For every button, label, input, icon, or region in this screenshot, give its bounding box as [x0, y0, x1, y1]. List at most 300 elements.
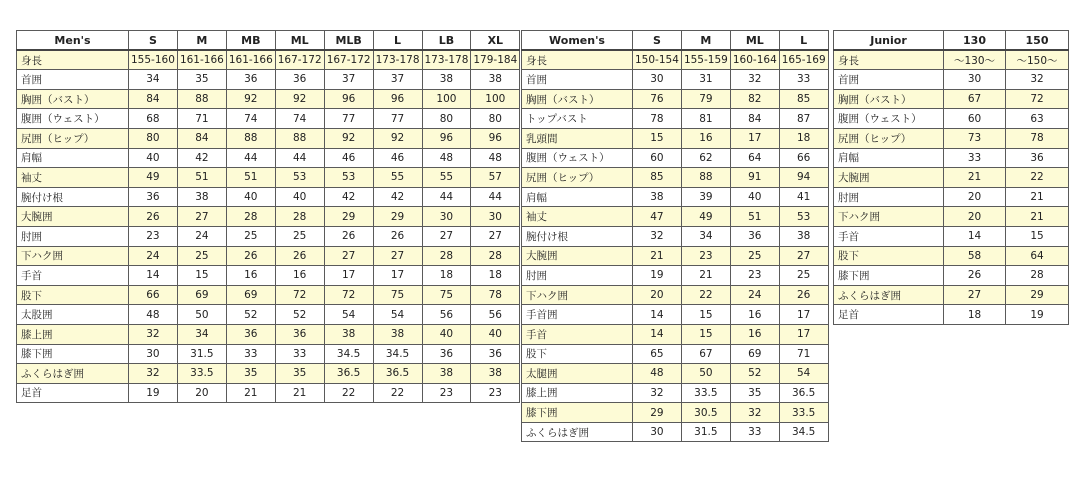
table-row [17, 344, 520, 364]
measurement-value: 75 [373, 285, 422, 305]
table-row [17, 324, 520, 344]
table-row [522, 187, 829, 207]
table-row [17, 187, 520, 207]
table-row [522, 168, 829, 188]
measurement-value: 32 [129, 324, 178, 344]
measurement-value: 85 [779, 89, 828, 109]
measurement-value: 17 [730, 128, 779, 148]
table-row [834, 226, 1069, 246]
measurement-value: 32 [730, 70, 779, 90]
measurement-label: 首囲 [834, 70, 944, 90]
measurement-label: 身長 [17, 50, 129, 70]
measurement-value: 27 [779, 246, 828, 266]
measurement-value: 34 [129, 70, 178, 90]
measurement-label: 膝下囲 [834, 266, 944, 286]
table-row [834, 168, 1069, 188]
measurement-value: 25 [275, 226, 324, 246]
measurement-value: 38 [422, 70, 471, 90]
measurement-value: 66 [779, 148, 828, 168]
measurement-value: 69 [730, 344, 779, 364]
table-row [17, 148, 520, 168]
measurement-value: 77 [373, 109, 422, 129]
size-column-header: S [633, 31, 682, 51]
table-row [17, 207, 520, 227]
table-row [834, 285, 1069, 305]
measurement-value: 41 [779, 187, 828, 207]
table-row [17, 128, 520, 148]
measurement-value: 〜130〜 [944, 50, 1006, 70]
measurement-value: 35 [730, 383, 779, 403]
measurement-value: 155-160 [129, 50, 178, 70]
measurement-value: 88 [681, 168, 730, 188]
measurement-label: 身長 [522, 50, 633, 70]
measurement-value: 77 [324, 109, 373, 129]
measurement-value: 54 [324, 305, 373, 325]
size-column-header: L [779, 31, 828, 51]
table-row [522, 70, 829, 90]
measurement-value: 30.5 [681, 403, 730, 423]
measurement-value: 22 [373, 383, 422, 403]
measurement-value: 15 [681, 324, 730, 344]
table-row [17, 305, 520, 325]
measurement-label: 肘囲 [522, 266, 633, 286]
measurement-value: 26 [275, 246, 324, 266]
measurement-value: 17 [324, 266, 373, 286]
measurement-value: 52 [730, 364, 779, 384]
measurement-label: 乳頭間 [522, 128, 633, 148]
measurement-value: 〜150〜 [1006, 50, 1069, 70]
size-column-header: MLB [324, 31, 373, 51]
measurement-value: 160-164 [730, 50, 779, 70]
measurement-value: 36 [275, 70, 324, 90]
measurement-value: 36.5 [373, 364, 422, 384]
measurement-value: 28 [226, 207, 275, 227]
measurement-label: 尻囲（ヒップ） [522, 168, 633, 188]
measurement-value: 27 [944, 285, 1006, 305]
measurement-value: 84 [177, 128, 226, 148]
measurement-value: 39 [681, 187, 730, 207]
measurement-value: 79 [681, 89, 730, 109]
measurement-value: 32 [730, 403, 779, 423]
measurement-value: 68 [129, 109, 178, 129]
measurement-value: 32 [633, 226, 682, 246]
header-row [834, 31, 1069, 51]
measurement-label: 腹囲（ウェスト） [522, 148, 633, 168]
measurement-value: 40 [730, 187, 779, 207]
measurement-value: 28 [422, 246, 471, 266]
size-column-header: L [373, 31, 422, 51]
measurement-label: 大腕囲 [17, 207, 129, 227]
measurement-label: 尻囲（ヒップ） [17, 128, 129, 148]
measurement-value: 46 [324, 148, 373, 168]
measurement-value: 33.5 [779, 403, 828, 423]
measurement-value: 33 [275, 344, 324, 364]
measurement-value: 40 [275, 187, 324, 207]
measurement-label: ふくらはぎ囲 [17, 364, 129, 384]
measurement-value: 38 [779, 226, 828, 246]
measurement-value: 91 [730, 168, 779, 188]
table-row [17, 168, 520, 188]
measurement-value: 36 [226, 70, 275, 90]
measurement-value: 36.5 [324, 364, 373, 384]
measurement-value: 80 [471, 109, 520, 129]
measurement-value: 78 [1006, 128, 1069, 148]
measurement-value: 17 [373, 266, 422, 286]
measurement-value: 38 [471, 70, 520, 90]
measurement-value: 55 [373, 168, 422, 188]
table-row [522, 89, 829, 109]
measurement-value: 57 [471, 168, 520, 188]
table-row [522, 422, 829, 442]
table-row [522, 50, 829, 70]
mens-size-table [16, 30, 520, 403]
measurement-value: 88 [275, 128, 324, 148]
table-row [522, 344, 829, 364]
measurement-value: 30 [422, 207, 471, 227]
measurement-value: 72 [1006, 89, 1069, 109]
table-row [17, 285, 520, 305]
measurement-value: 25 [226, 226, 275, 246]
measurement-value: 173-178 [373, 50, 422, 70]
size-column-header: MB [226, 31, 275, 51]
table-row [522, 403, 829, 423]
measurement-value: 50 [177, 305, 226, 325]
table-row [17, 246, 520, 266]
measurement-value: 64 [1006, 246, 1069, 266]
measurement-value: 40 [422, 324, 471, 344]
measurement-value: 74 [226, 109, 275, 129]
measurement-value: 15 [633, 128, 682, 148]
measurement-value: 179-184 [471, 50, 520, 70]
measurement-value: 38 [471, 364, 520, 384]
measurement-label: 肘囲 [17, 226, 129, 246]
table-title: Women's [522, 31, 633, 51]
table-title: Men's [17, 31, 129, 51]
measurement-label: 膝上囲 [522, 383, 633, 403]
measurement-value: 96 [324, 89, 373, 109]
measurement-label: 太腿囲 [522, 364, 633, 384]
measurement-value: 35 [275, 364, 324, 384]
measurement-value: 69 [226, 285, 275, 305]
table-row [834, 70, 1069, 90]
measurement-value: 75 [422, 285, 471, 305]
measurement-value: 27 [471, 226, 520, 246]
measurement-value: 32 [633, 383, 682, 403]
measurement-value: 92 [226, 89, 275, 109]
measurement-label: 身長 [834, 50, 944, 70]
measurement-label: 股下 [522, 344, 633, 364]
measurement-value: 96 [373, 89, 422, 109]
measurement-value: 67 [681, 344, 730, 364]
measurement-value: 72 [324, 285, 373, 305]
measurement-value: 62 [681, 148, 730, 168]
measurement-value: 92 [373, 128, 422, 148]
measurement-value: 167-172 [324, 50, 373, 70]
table-row [834, 207, 1069, 227]
measurement-value: 48 [422, 148, 471, 168]
measurement-label: 腹囲（ウェスト） [17, 109, 129, 129]
measurement-value: 72 [275, 285, 324, 305]
measurement-value: 27 [422, 226, 471, 246]
measurement-value: 56 [422, 305, 471, 325]
measurement-value: 36 [226, 324, 275, 344]
measurement-value: 21 [1006, 187, 1069, 207]
measurement-value: 27 [324, 246, 373, 266]
table-row [522, 383, 829, 403]
measurement-value: 88 [226, 128, 275, 148]
measurement-label: 太股囲 [17, 305, 129, 325]
measurement-value: 51 [226, 168, 275, 188]
measurement-value: 48 [471, 148, 520, 168]
table-row [834, 128, 1069, 148]
measurement-value: 16 [730, 324, 779, 344]
measurement-value: 34.5 [779, 422, 828, 442]
measurement-value: 51 [730, 207, 779, 227]
measurement-label: 膝下囲 [17, 344, 129, 364]
measurement-value: 30 [944, 70, 1006, 90]
table-row [522, 109, 829, 129]
table-row [17, 226, 520, 246]
measurement-value: 60 [944, 109, 1006, 129]
measurement-value: 19 [633, 266, 682, 286]
measurement-value: 27 [177, 207, 226, 227]
measurement-value: 92 [324, 128, 373, 148]
table-row [834, 89, 1069, 109]
measurement-label: 腹囲（ウェスト） [834, 109, 944, 129]
table-row [522, 266, 829, 286]
measurement-value: 33.5 [681, 383, 730, 403]
measurement-label: 腕付け根 [17, 187, 129, 207]
measurement-value: 37 [373, 70, 422, 90]
measurement-value: 14 [129, 266, 178, 286]
measurement-value: 96 [422, 128, 471, 148]
measurement-value: 24 [730, 285, 779, 305]
size-column-header: M [681, 31, 730, 51]
measurement-value: 73 [944, 128, 1006, 148]
table-row [17, 383, 520, 403]
measurement-label: 肩幅 [834, 148, 944, 168]
measurement-value: 18 [944, 305, 1006, 325]
measurement-label: 首囲 [17, 70, 129, 90]
measurement-value: 67 [944, 89, 1006, 109]
measurement-value: 58 [944, 246, 1006, 266]
measurement-value: 34 [681, 226, 730, 246]
measurement-value: 25 [779, 266, 828, 286]
measurement-value: 19 [1006, 305, 1069, 325]
measurement-value: 88 [177, 89, 226, 109]
measurement-value: 29 [1006, 285, 1069, 305]
size-column-header: ML [275, 31, 324, 51]
measurement-value: 33 [226, 344, 275, 364]
measurement-value: 38 [373, 324, 422, 344]
table-row [17, 50, 520, 70]
measurement-value: 21 [633, 246, 682, 266]
table-row [834, 246, 1069, 266]
measurement-label: 腕付け根 [522, 226, 633, 246]
table-row [522, 226, 829, 246]
table-row [522, 324, 829, 344]
measurement-value: 100 [471, 89, 520, 109]
measurement-value: 100 [422, 89, 471, 109]
measurement-value: 35 [177, 70, 226, 90]
measurement-value: 65 [633, 344, 682, 364]
size-column-header: M [177, 31, 226, 51]
measurement-label: 胸囲（バスト） [834, 89, 944, 109]
measurement-label: ふくらはぎ囲 [522, 422, 633, 442]
measurement-label: 袖丈 [522, 207, 633, 227]
measurement-value: 29 [373, 207, 422, 227]
measurement-value: 47 [633, 207, 682, 227]
measurement-value: 34.5 [324, 344, 373, 364]
measurement-label: 袖丈 [17, 168, 129, 188]
measurement-value: 30 [471, 207, 520, 227]
measurement-value: 15 [1006, 226, 1069, 246]
measurement-value: 161-166 [177, 50, 226, 70]
measurement-value: 36.5 [779, 383, 828, 403]
measurement-value: 56 [471, 305, 520, 325]
size-column-header: XL [471, 31, 520, 51]
measurement-value: 42 [373, 187, 422, 207]
measurement-label: 股下 [17, 285, 129, 305]
measurement-value: 48 [633, 364, 682, 384]
measurement-value: 24 [129, 246, 178, 266]
table-row [834, 50, 1069, 70]
measurement-value: 92 [275, 89, 324, 109]
measurement-value: 25 [177, 246, 226, 266]
measurement-value: 167-172 [275, 50, 324, 70]
measurement-value: 30 [633, 422, 682, 442]
measurement-value: 31.5 [681, 422, 730, 442]
measurement-value: 31 [681, 70, 730, 90]
table-row [522, 148, 829, 168]
measurement-value: 26 [226, 246, 275, 266]
size-column-header: LB [422, 31, 471, 51]
measurement-value: 69 [177, 285, 226, 305]
measurement-value: 16 [681, 128, 730, 148]
table-row [522, 207, 829, 227]
measurement-value: 33 [730, 422, 779, 442]
measurement-value: 40 [226, 187, 275, 207]
measurement-value: 23 [471, 383, 520, 403]
measurement-value: 155-159 [681, 50, 730, 70]
measurement-value: 33 [779, 70, 828, 90]
measurement-value: 32 [129, 364, 178, 384]
measurement-label: 胸囲（バスト） [522, 89, 633, 109]
measurement-value: 52 [226, 305, 275, 325]
table-row [17, 109, 520, 129]
junior-size-table [833, 30, 1069, 325]
measurement-value: 36 [1006, 148, 1069, 168]
measurement-value: 21 [1006, 207, 1069, 227]
table-row [17, 89, 520, 109]
measurement-value: 94 [779, 168, 828, 188]
measurement-value: 42 [177, 148, 226, 168]
measurement-value: 28 [1006, 266, 1069, 286]
measurement-value: 18 [779, 128, 828, 148]
measurement-value: 82 [730, 89, 779, 109]
measurement-value: 25 [730, 246, 779, 266]
measurement-value: 53 [779, 207, 828, 227]
table-row [522, 285, 829, 305]
measurement-value: 35 [226, 364, 275, 384]
measurement-value: 36 [129, 187, 178, 207]
measurement-value: 26 [324, 226, 373, 246]
measurement-value: 76 [633, 89, 682, 109]
measurement-label: 足首 [834, 305, 944, 325]
measurement-label: 尻囲（ヒップ） [834, 128, 944, 148]
measurement-label: 手首 [522, 324, 633, 344]
measurement-value: 20 [944, 207, 1006, 227]
measurement-value: 23 [681, 246, 730, 266]
measurement-value: 161-166 [226, 50, 275, 70]
measurement-value: 23 [422, 383, 471, 403]
measurement-value: 44 [275, 148, 324, 168]
measurement-value: 64 [730, 148, 779, 168]
measurement-value: 15 [681, 305, 730, 325]
measurement-label: 大腕囲 [834, 168, 944, 188]
measurement-label: 足首 [17, 383, 129, 403]
measurement-label: 手首 [17, 266, 129, 286]
measurement-value: 31.5 [177, 344, 226, 364]
measurement-value: 22 [324, 383, 373, 403]
table-row [834, 187, 1069, 207]
measurement-value: 50 [681, 364, 730, 384]
measurement-value: 23 [129, 226, 178, 246]
measurement-value: 44 [226, 148, 275, 168]
measurement-value: 49 [129, 168, 178, 188]
size-column-header: ML [730, 31, 779, 51]
measurement-value: 96 [471, 128, 520, 148]
measurement-label: 大腕囲 [522, 246, 633, 266]
measurement-value: 46 [373, 148, 422, 168]
table-row [17, 266, 520, 286]
measurement-value: 34 [177, 324, 226, 344]
measurement-value: 36 [422, 344, 471, 364]
measurement-value: 26 [129, 207, 178, 227]
measurement-value: 173-178 [422, 50, 471, 70]
measurement-value: 84 [730, 109, 779, 129]
measurement-value: 38 [177, 187, 226, 207]
measurement-value: 87 [779, 109, 828, 129]
measurement-value: 71 [177, 109, 226, 129]
measurement-value: 80 [422, 109, 471, 129]
measurement-value: 165-169 [779, 50, 828, 70]
table-row [522, 364, 829, 384]
measurement-value: 20 [177, 383, 226, 403]
table-row [834, 109, 1069, 129]
measurement-value: 21 [944, 168, 1006, 188]
measurement-value: 36 [471, 344, 520, 364]
measurement-label: トップバスト [522, 109, 633, 129]
measurement-value: 26 [779, 285, 828, 305]
measurement-value: 71 [779, 344, 828, 364]
measurement-value: 23 [730, 266, 779, 286]
table-row [522, 246, 829, 266]
measurement-value: 63 [1006, 109, 1069, 129]
measurement-value: 74 [275, 109, 324, 129]
measurement-value: 16 [226, 266, 275, 286]
measurement-value: 34.5 [373, 344, 422, 364]
measurement-label: 股下 [834, 246, 944, 266]
measurement-value: 49 [681, 207, 730, 227]
measurement-value: 38 [422, 364, 471, 384]
measurement-value: 51 [177, 168, 226, 188]
measurement-value: 44 [422, 187, 471, 207]
header-row [522, 31, 829, 51]
measurement-value: 78 [471, 285, 520, 305]
measurement-value: 60 [633, 148, 682, 168]
measurement-value: 52 [275, 305, 324, 325]
